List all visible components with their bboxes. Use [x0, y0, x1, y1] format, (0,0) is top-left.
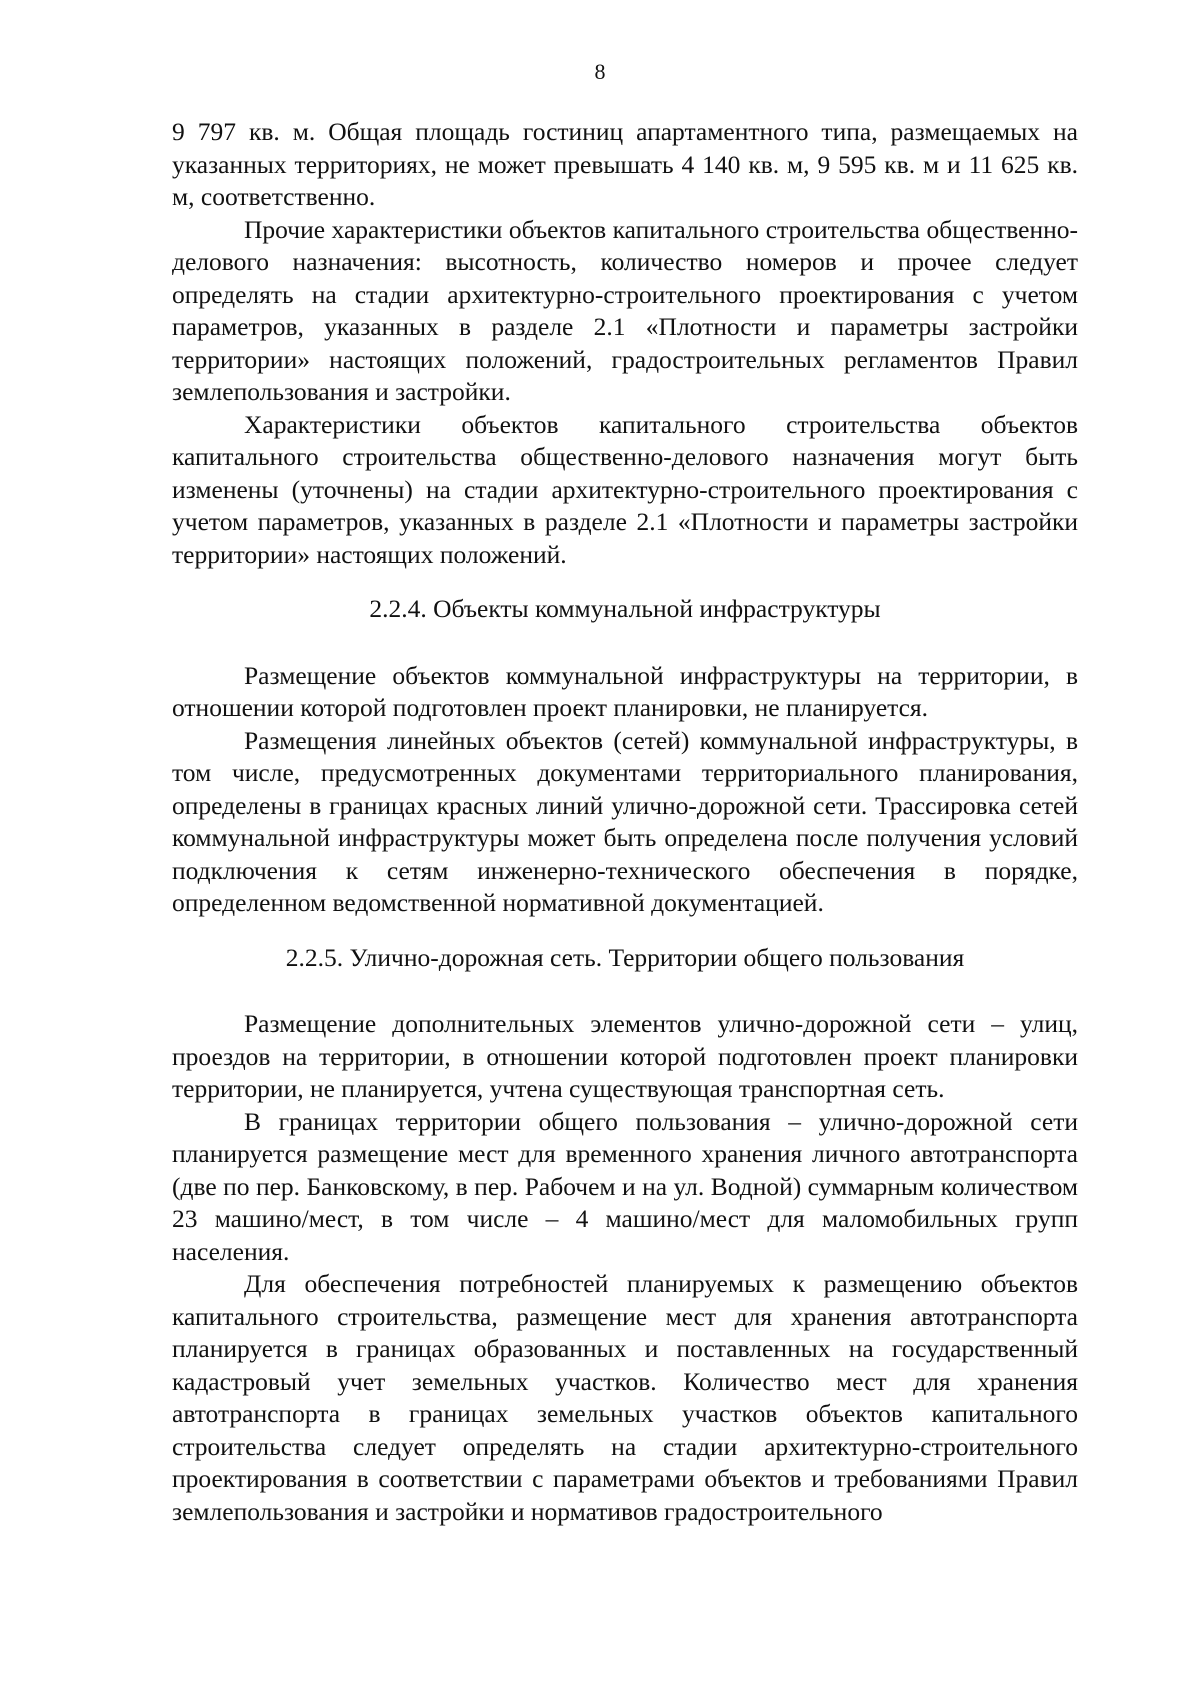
paragraph-intro-continuation: 9 797 кв. м. Общая площадь гостиниц апартаментного типа, размещаемых на указанных территориях, не может превышать 4 140 кв. м, 9 595 кв. м и 11 625 кв. м, соответственно.	[172, 117, 1078, 211]
paragraph-characteristics-changeable: Характеристики объектов капитального строительства объектов капитального строительства общественно-делового назначения могут быть изменены (уточнены) на стадии архитектурно-строительного проектирования с учетом параметров, указанных в разделе 2.1 «Плотности и параметры застройки территории» настоящих положений.	[172, 409, 1078, 569]
page-number: 8	[594, 59, 606, 84]
document-body	[172, 116, 1078, 1528]
paragraph-vehicle-storage: Для обеспечения потребностей планируемых к размещению объектов капитального строительства, размещение мест для хранения автотранспорта планируется в границах образованных и поставленных на государственный кадастровый учет земельных участков. Количество мест для хранения автотранспорта в границах земельных участков объектов капитального строительства следует определять на стадии архитектурно-строительного проектирования в соответствии с параметрами объектов и требованиями Правил землепользования и застройки и нормативов градостроительного	[172, 1269, 1078, 1526]
paragraph-other-characteristics: Прочие характеристики объектов капитального строительства общественно-делового назначения: высотность, количество номеров и прочее следует определять на стадии архитектурно-строительного проектирования с учетом параметров, указанных в разделе 2.1 «Плотности и параметры застройки территории» настоящих положений, градостроительных регламентов Правил землепользования и застройки.	[172, 214, 1078, 406]
paragraph-linear-objects: Размещения линейных объектов (сетей) коммунальной инфраструктуры, в том числе, предусмотренных документами территориального планирования, определены в границах красных линий улично-дорожной сети. Трассировка сетей коммунальной инфраструктуры может быть определена после получения условий подключения к сетям инженерно-технического обеспечения в порядке, определенном ведомственной нормативной документацией.	[172, 725, 1078, 917]
paragraph-parking-spaces: В границах территории общего пользования – улично-дорожной сети планируется размещение мест для временного хранения личного автотранспорта (две по пер. Банковскому, в пер. Рабочем и на ул. Водной) суммарным количеством 23 машино/мест, в том числе – 4 машино/мест для маломобильных групп населения.	[172, 1106, 1078, 1266]
section-heading-communal-infrastructure: 2.2.4. Объекты коммунальной инфраструктуры	[369, 594, 881, 623]
paragraph-additional-elements: Размещение дополнительных элементов улично-дорожной сети – улиц, проездов на территории, в отношении которой подготовлен проект планировки территории, не планируется, учтена существующая транспортная сеть.	[172, 1009, 1078, 1103]
paragraph-communal-not-planned: Размещение объектов коммунальной инфраструктуры на территории, в отношении которой подготовлен проект планировки, не планируется.	[172, 660, 1078, 722]
section-heading-street-road-network: 2.2.5. Улично-дорожная сеть. Территории общего пользования	[285, 942, 965, 972]
